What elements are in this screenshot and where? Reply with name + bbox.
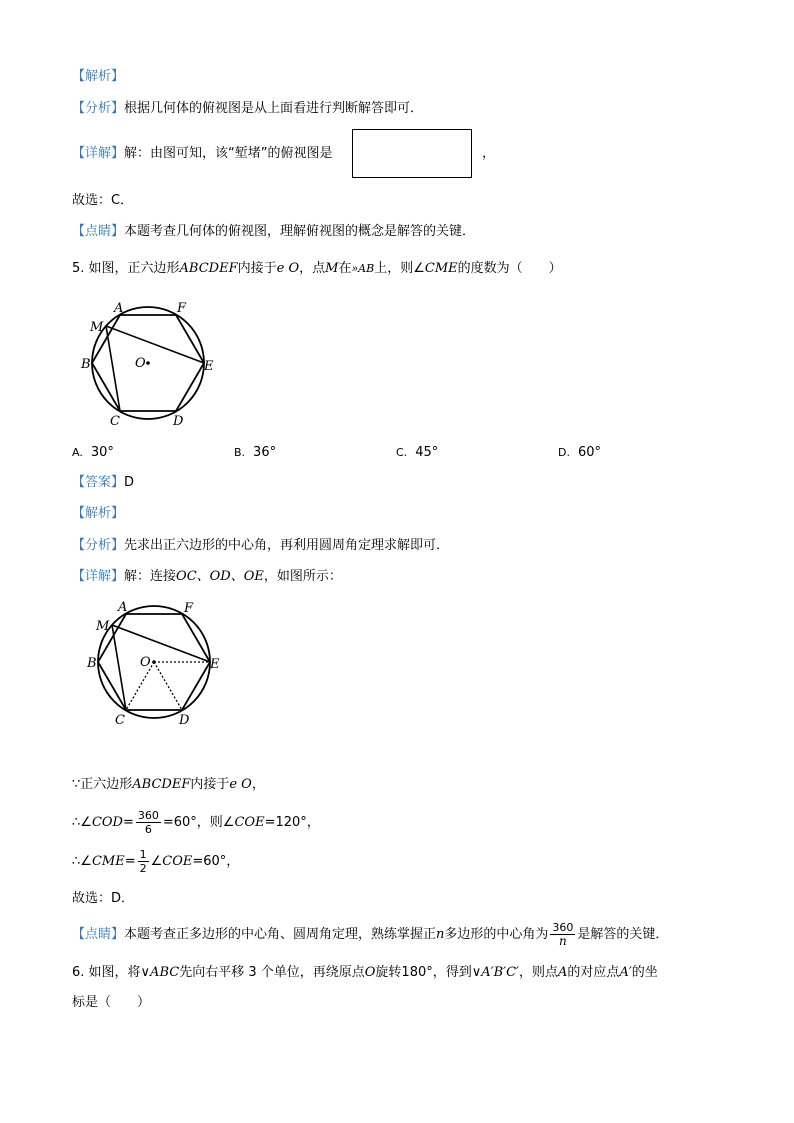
q5-option-a	[72, 444, 114, 462]
text: =60°，则∠	[162, 815, 235, 830]
option-letter: C.	[396, 446, 408, 459]
point-a-prime: A′	[619, 965, 632, 980]
angle-coe: COE	[162, 854, 193, 869]
q5-stem-text: 5. 如图，正六边形	[72, 261, 180, 276]
q5-answer	[72, 474, 134, 492]
q4-analysis-tag: 【分析】	[72, 101, 125, 116]
angle-coe: COE	[234, 815, 265, 830]
point-a: A	[558, 965, 568, 980]
q5-jiexi-heading: 【解析】	[72, 506, 125, 521]
point-o: O	[364, 965, 376, 980]
fraction-360-6	[136, 809, 161, 836]
q5-detail-text: 解：连接	[124, 569, 177, 584]
text: ，	[251, 777, 265, 792]
text: =60°，	[192, 854, 240, 869]
q5-choice: 故选：D．	[72, 891, 135, 906]
q4-jiexi-heading: 【解析】	[72, 69, 125, 84]
triangle-abc: ∨ABC	[140, 965, 180, 980]
text: 6. 如图，将	[72, 965, 141, 980]
triangle-abc-prime: ∨A′B′C′	[471, 965, 520, 980]
label-o: O	[140, 655, 151, 670]
q5-remark	[72, 920, 668, 950]
option-value: 45°	[415, 445, 439, 460]
q5-analysis-text: 先求出正六边形的中心角，再利用圆周角定理求解即可．	[124, 538, 450, 553]
label-o: O	[135, 356, 146, 371]
q4-detail	[72, 145, 333, 163]
q5-analysis-tag: 【分析】	[72, 538, 125, 553]
q5-stem-hexagon: ABCDEF	[179, 261, 238, 276]
text: 旋转180°，得到	[375, 965, 472, 980]
q5-therefore-2	[72, 847, 239, 877]
q6-stem-line-2: 标是（ ）	[72, 995, 151, 1010]
text: ∴∠	[72, 854, 92, 869]
q5-stem-angle: CME	[424, 261, 458, 276]
label-f: F	[177, 301, 187, 316]
angle-cod: COD	[91, 815, 123, 830]
q4-top-view-rectangle	[352, 129, 472, 178]
q5-remark-tag: 【点睛】	[72, 927, 125, 942]
label-f: F	[184, 601, 194, 616]
q5-detail-text: ，如图所示：	[263, 569, 342, 584]
q5-figure-solution	[84, 596, 234, 736]
label-e: E	[204, 359, 214, 374]
q4-detail-tag: 【详解】	[72, 146, 125, 161]
center-dot	[152, 660, 156, 664]
q5-option-c	[396, 444, 438, 462]
q5-stem-text: 内接于	[237, 261, 277, 276]
q4-remark-tag: 【点睛】	[72, 224, 125, 239]
denominator: n	[559, 934, 567, 948]
option-value: 30°	[90, 445, 114, 460]
label-m: M	[96, 619, 110, 634]
numerator: 1	[139, 848, 147, 861]
text: 是解答的关键．	[577, 927, 669, 942]
segment-me	[106, 326, 204, 363]
text: 内接于	[190, 777, 230, 792]
q4-remark-text: 本题考查几何体的俯视图，理解俯视图的概念是解答的关键．	[124, 224, 476, 239]
option-letter: B.	[234, 446, 246, 459]
label-c: C	[115, 713, 125, 728]
angle-cme: CME	[91, 854, 125, 869]
text: ∴∠	[72, 815, 92, 830]
label-e: E	[210, 657, 220, 672]
numerator: 360	[552, 921, 574, 934]
numerator: 360	[137, 809, 159, 822]
q5-answer-text: D	[124, 475, 135, 490]
text: 先向右平移 3 个单位，再绕原点	[179, 965, 365, 980]
q6-stem-line-1	[72, 964, 658, 982]
q5-detail-tag: 【详解】	[72, 569, 125, 584]
q5-stem-arc: »AB	[351, 262, 375, 275]
q5-because	[72, 776, 265, 794]
label-m: M	[90, 320, 104, 335]
variable-n: n	[436, 927, 445, 942]
q5-answer-tag: 【答案】	[72, 475, 125, 490]
option-letter: A.	[72, 446, 83, 459]
q4-remark	[72, 223, 475, 241]
q5-option-b	[234, 444, 276, 462]
label-b: B	[87, 656, 97, 671]
text: =120°，	[264, 815, 320, 830]
text: ∠	[150, 854, 163, 869]
q5-analysis	[72, 537, 449, 555]
q5-stem-text: 在	[338, 261, 352, 276]
q4-analysis-text: 根据几何体的俯视图是从上面看进行判断解答即可．	[124, 101, 424, 116]
text: ∵正六边形	[72, 777, 133, 792]
q5-stem-point-m: M	[325, 261, 339, 276]
fraction-1-2	[138, 848, 149, 875]
q5-detail-segments: OC、OD、OE	[176, 569, 264, 584]
segment-me	[112, 625, 210, 662]
label-c: C	[110, 414, 120, 429]
q5-stem-text: ，点	[299, 261, 326, 276]
denominator: 2	[139, 862, 147, 875]
q5-stem	[72, 260, 562, 278]
fraction-360-n	[550, 921, 575, 948]
text: =	[122, 815, 134, 830]
q5-option-d	[558, 444, 601, 462]
circle-name: e O	[229, 777, 252, 792]
text: ，则点	[519, 965, 559, 980]
label-d: D	[173, 414, 184, 429]
denominator: 6	[144, 823, 152, 836]
hexagon-name: ABCDEF	[132, 777, 191, 792]
label-a: A	[114, 301, 124, 316]
label-b: B	[81, 357, 91, 372]
q4-detail-text: 解：由图可知，该“堑堵”的俯视图是	[124, 146, 333, 161]
q4-analysis	[72, 100, 423, 118]
q5-therefore-1	[72, 808, 320, 838]
text: 本题考查正多边形的中心角、圆周角定理，熟练掌握正	[124, 927, 437, 942]
q5-stem-circle: e O	[276, 261, 300, 276]
option-letter: D.	[558, 446, 570, 459]
q4-choice: 故选：C．	[72, 193, 134, 208]
q5-stem-text: 上，则∠	[374, 261, 425, 276]
q4-detail-comma: ，	[482, 146, 496, 161]
label-d: D	[179, 713, 190, 728]
q5-stem-text: 的度数为（ ）	[457, 261, 562, 276]
center-dot	[146, 361, 150, 365]
text: 的坐	[631, 965, 658, 980]
segment-od	[154, 662, 182, 710]
option-value: 36°	[253, 445, 277, 460]
option-value: 60°	[577, 445, 602, 460]
q5-detail	[72, 568, 342, 586]
label-a: A	[118, 600, 128, 615]
q5-figure-hexagon	[78, 293, 228, 433]
text: 的对应点	[567, 965, 620, 980]
text: =	[124, 854, 136, 869]
text: 多边形的中心角为	[444, 927, 549, 942]
